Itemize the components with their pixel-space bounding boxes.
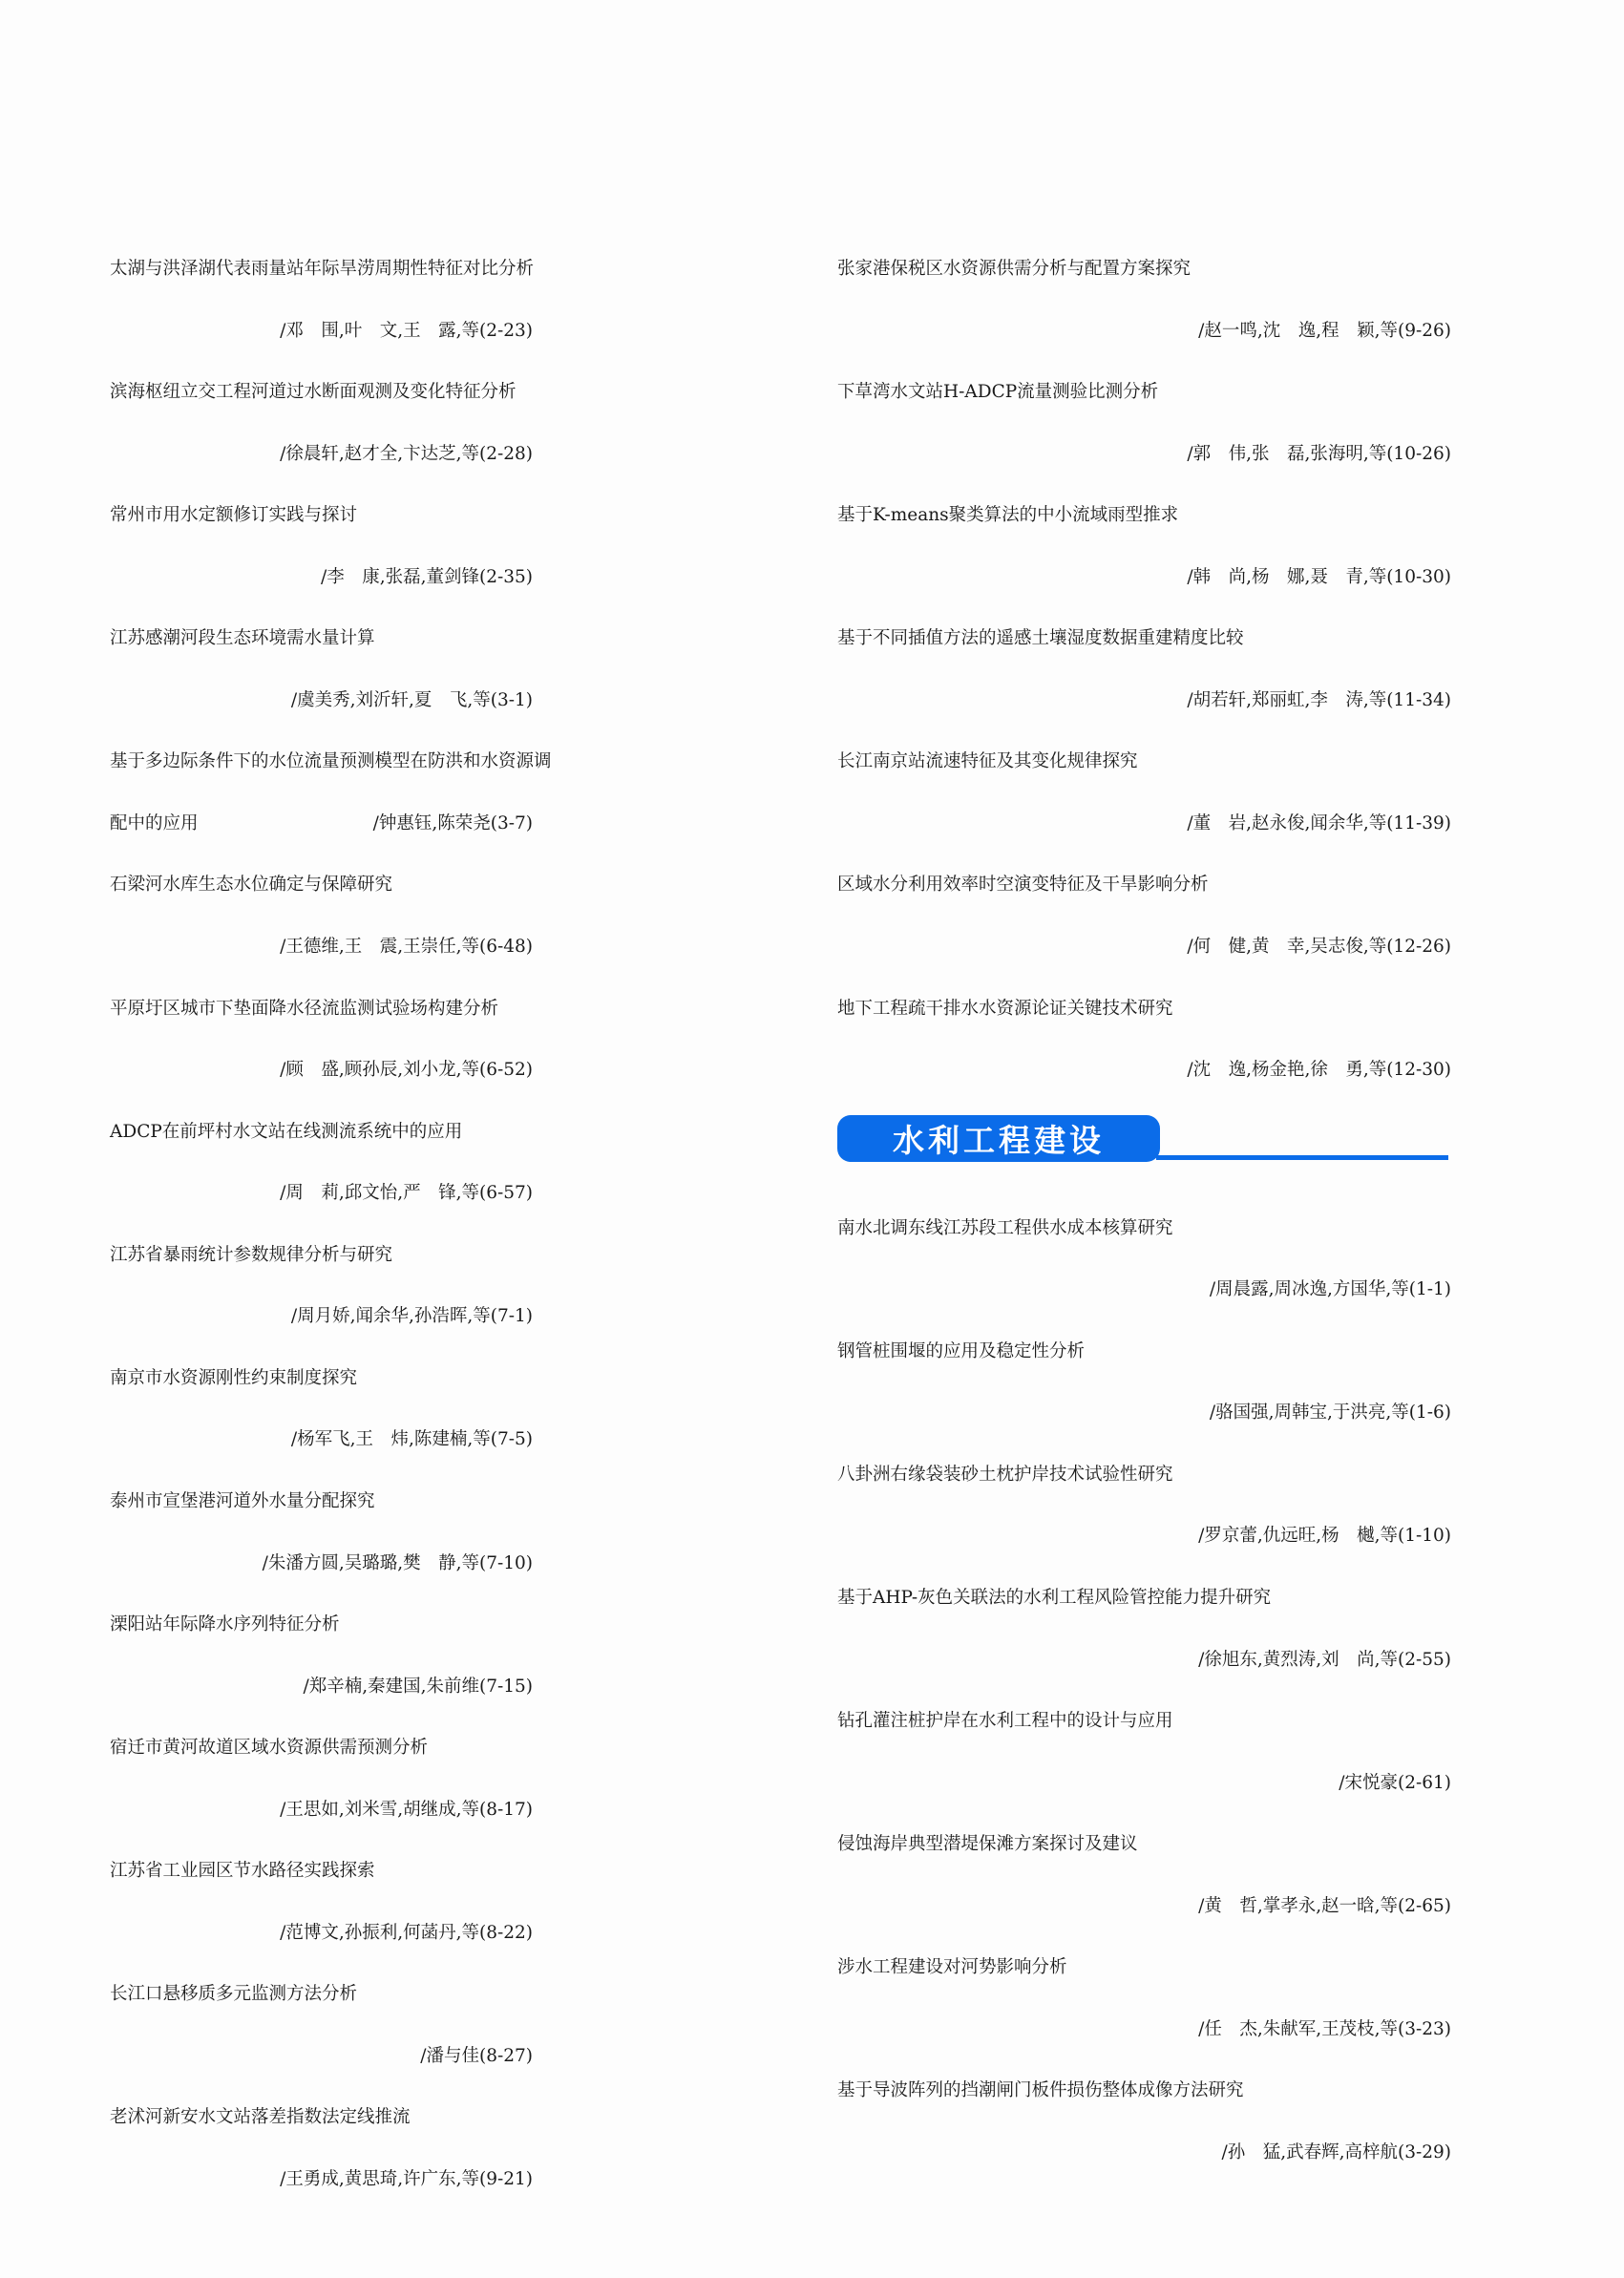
article-title: ADCP在前坪村水文站在线测流系统中的应用 — [110, 1121, 463, 1142]
article-authors-pageref: /徐旭东,黄烈涛,刘 尚,等(2-55) — [1198, 1649, 1451, 1670]
article-authors-pageref: /周晨露,周冰逸,方国华,等(1-1) — [1209, 1279, 1451, 1300]
article-title: 长江南京站流速特征及其变化规律探究 — [837, 751, 1138, 772]
article-title: 宿迁市黄河故道区域水资源供需预测分析 — [110, 1738, 429, 1759]
article-title: 南京市水资源刚性约束制度探究 — [110, 1367, 358, 1388]
article-title: 南水北调东线江苏段工程供水成本核算研究 — [837, 1217, 1173, 1238]
article-authors-pageref: /邓 围,叶 文,王 露,等(2-23) — [280, 320, 533, 341]
article-authors-pageref: /周月娇,闻余华,孙浩晖,等(7-1) — [290, 1306, 533, 1327]
section-header-label: 水利工程建设 — [893, 1121, 1105, 1159]
article-title: 钻孔灌注桩护岸在水利工程中的设计与应用 — [837, 1711, 1173, 1732]
article-title: 基于不同插值方法的遥感土壤湿度数据重建精度比较 — [837, 628, 1244, 649]
article-title: 江苏省工业园区节水路径实践探索 — [110, 1861, 375, 1882]
article-title: 张家港保税区水资源供需分析与配置方案探究 — [837, 259, 1192, 280]
article-authors-pageref: /王德维,王 震,王崇任,等(6-48) — [280, 937, 533, 958]
article-authors-pageref: /李 康,张磊,董剑锋(2-35) — [321, 566, 533, 587]
article-authors-pageref: /胡若轩,郑丽虹,李 涛,等(11-34) — [1187, 689, 1451, 710]
article-authors-pageref: /黄 哲,掌孝永,赵一晗,等(2-65) — [1198, 1895, 1451, 1916]
article-authors-pageref: /董 岩,赵永俊,闻余华,等(11-39) — [1187, 812, 1451, 833]
article-title: 侵蚀海岸典型潜堤保滩方案探讨及建议 — [837, 1834, 1138, 1855]
article-authors-pageref: /宋悦豪(2-61) — [1339, 1772, 1451, 1793]
article-title: 基于导波阵列的挡潮闸门板件损伤整体成像方法研究 — [837, 2080, 1244, 2101]
article-authors-pageref: /韩 尚,杨 娜,聂 青,等(10-30) — [1187, 566, 1451, 587]
article-authors-pageref: /朱潘方圆,吴璐璐,樊 静,等(7-10) — [262, 1552, 533, 1573]
article-title: 泰州市宣堡港河道外水量分配探究 — [110, 1490, 375, 1511]
section-header-rule — [1156, 1155, 1448, 1160]
article-title: 滨海枢纽立交工程河道过水断面观测及变化特征分析 — [110, 382, 517, 403]
article-authors-pageref: /何 健,黄 幸,吴志俊,等(12-26) — [1187, 937, 1451, 958]
article-title: 平原圩区城市下垫面降水径流监测试验场构建分析 — [110, 998, 499, 1019]
article-title: 老沭河新安水文站落差指数法定线推流 — [110, 2107, 411, 2128]
article-authors-pageref: /潘与佳(8-27) — [420, 2045, 533, 2066]
article-title: 长江口悬移质多元监测方法分析 — [110, 1984, 358, 2005]
toc-column-left — [110, 239, 552, 2211]
article-title: 基于多边际条件下的水位流量预测模型在防洪和水资源调 — [110, 751, 552, 772]
article-authors-pageref: /范博文,孙振利,何菡丹,等(8-22) — [280, 1922, 533, 1943]
article-authors-pageref: /徐晨轩,赵才全,卞达芝,等(2-28) — [280, 443, 533, 464]
article-title: 太湖与洪泽湖代表雨量站年际旱涝周期性特征对比分析 — [110, 259, 535, 280]
article-title-continued: 配中的应用 — [110, 812, 199, 833]
article-authors-pageref: /沈 逸,杨金艳,徐 勇,等(12-30) — [1187, 1060, 1451, 1081]
article-title: 江苏省暴雨统计参数规律分析与研究 — [110, 1244, 393, 1265]
article-authors-pageref: /孙 猛,武春辉,高梓航(3-29) — [1221, 2141, 1451, 2162]
section-header — [837, 1115, 1451, 1163]
article-title: 下草湾水文站H-ADCP流量测验比测分析 — [837, 382, 1159, 403]
article-authors-pageref: /赵一鸣,沈 逸,程 颖,等(9-26) — [1198, 320, 1451, 341]
article-authors-pageref: /郭 伟,张 磊,张海明,等(10-26) — [1187, 443, 1451, 464]
article-title: 常州市用水定额修订实践与探讨 — [110, 505, 358, 526]
article-title: 区域水分利用效率时空演变特征及干旱影响分析 — [837, 875, 1209, 896]
article-authors-pageref: /顾 盛,顾孙辰,刘小龙,等(6-52) — [280, 1060, 533, 1081]
article-authors-pageref: /骆国强,周韩宝,于洪亮,等(1-6) — [1209, 1403, 1451, 1424]
article-authors-pageref: /钟惠钰,陈荣尧(3-7) — [372, 812, 533, 833]
article-authors-pageref: /罗京蕾,仇远旺,杨 樾,等(1-10) — [1198, 1526, 1451, 1547]
toc-column-right — [837, 239, 1451, 2183]
article-title: 石梁河水库生态水位确定与保障研究 — [110, 875, 393, 896]
article-title: 基于AHP-灰色关联法的水利工程风险管控能力提升研究 — [837, 1587, 1272, 1608]
article-title: 八卦洲右缘袋装砂土枕护岸技术试验性研究 — [837, 1464, 1173, 1485]
article-authors-pageref: /杨军飞,王 炜,陈建楠,等(7-5) — [290, 1429, 533, 1450]
article-authors-pageref: /王思如,刘米雪,胡继成,等(8-17) — [280, 1799, 533, 1820]
article-title: 江苏感潮河段生态环境需水量计算 — [110, 628, 375, 649]
article-authors-pageref: /虞美秀,刘沂轩,夏 飞,等(3-1) — [290, 689, 533, 710]
toc-right-top-entries — [837, 239, 1451, 1102]
article-authors-pageref: /郑辛楠,秦建国,朱前维(7-15) — [303, 1676, 533, 1697]
article-title: 涉水工程建设对河势影响分析 — [837, 1957, 1067, 1978]
article-authors-pageref: /任 杰,朱献军,王茂枝,等(3-23) — [1198, 2018, 1451, 2039]
article-title-wrap-row — [110, 793, 533, 855]
toc-right-bottom-entries — [837, 1198, 1451, 2184]
article-title: 钢管桩围堰的应用及稳定性分析 — [837, 1340, 1086, 1361]
article-title: 地下工程疏干排水水资源论证关键技术研究 — [837, 998, 1173, 1019]
article-title: 基于K-means聚类算法的中小流域雨型推求 — [837, 505, 1179, 526]
section-header-banner — [837, 1115, 1160, 1162]
article-authors-pageref: /周 莉,邱文怡,严 锋,等(6-57) — [280, 1183, 533, 1204]
article-authors-pageref: /王勇成,黄思琦,许广东,等(9-21) — [280, 2168, 533, 2189]
article-title: 溧阳站年际降水序列特征分析 — [110, 1614, 340, 1635]
